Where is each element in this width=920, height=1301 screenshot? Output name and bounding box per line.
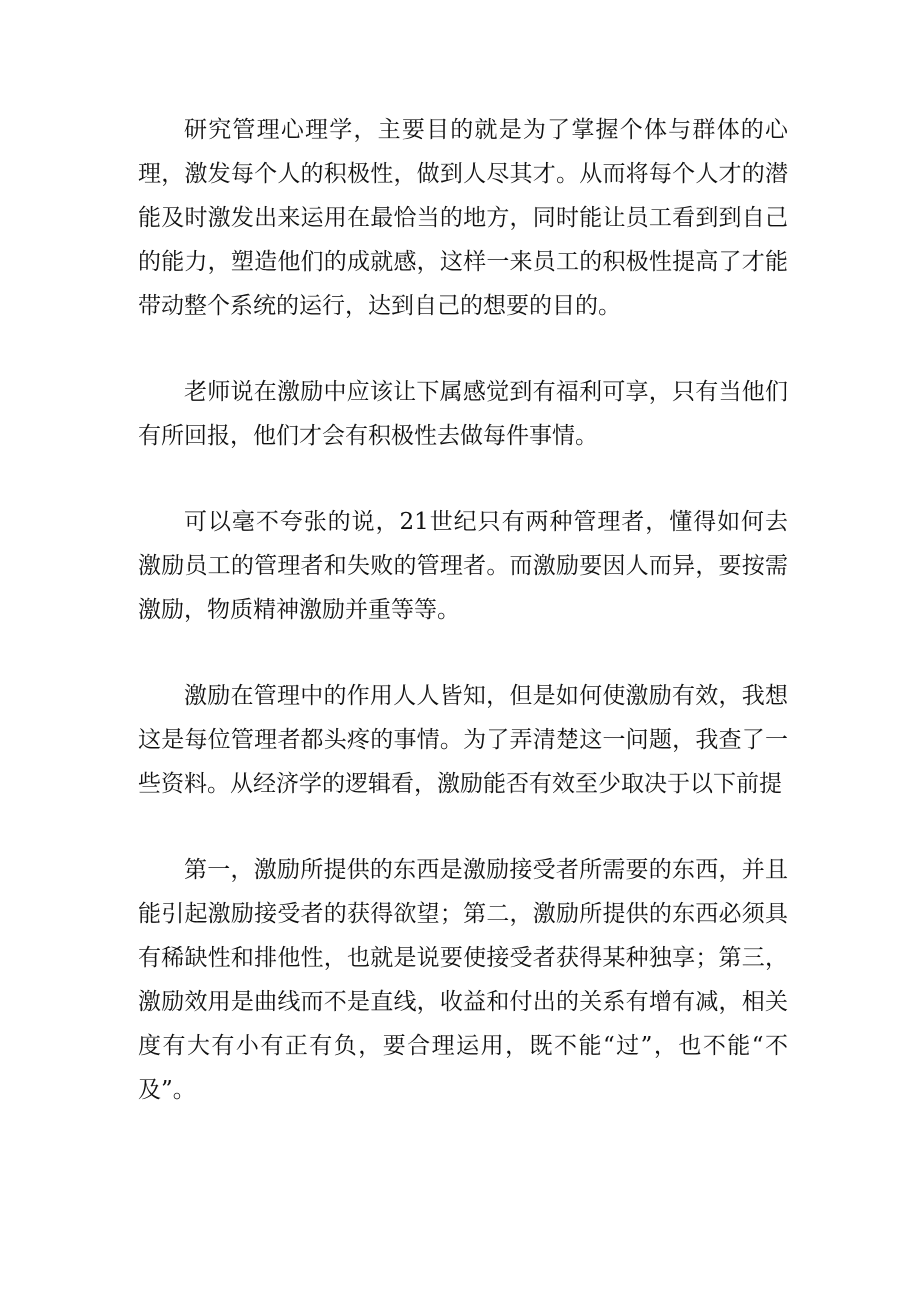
paragraph-4: 激励在管理中的作用人人皆知，但是如何使激励有效，我想这是每位管理者都头疼的事情。为了弄清楚这一问题，我查了一些资料。从经济学的逻辑看，激励能否有效至少取决于以下前提 <box>138 683 788 797</box>
paragraph-5: 第一，激励所提供的东西是激励接受者所需要的东西，并且能引起激励接受者的获得欲望；第二，激励所提供的东西必须具有稀缺性和排他性，也就是说要使接受者获得某种独享；第三，激励效用是曲线而不是直线，收益和付出的关系有增有减，相关度有大有小有正有负，要合理运用，既不能“过”，也不能“不及”。 <box>138 857 788 1103</box>
paragraph-3: 可以毫不夸张的说，21世纪只有两种管理者，懂得如何去激励员工的管理者和失败的管理者。而激励要因人而异，要按需激励，物质精神激励并重等等。 <box>138 509 788 623</box>
document-body <box>138 108 788 1154</box>
paragraph-2: 老师说在激励中应该让下属感觉到有福利可享，只有当他们有所回报，他们才会有积极性去做每件事情。 <box>138 379 788 449</box>
paragraph-1: 研究管理心理学，主要目的就是为了掌握个体与群体的心理，激发每个人的积极性，做到人尽其才。从而将每个人才的潜能及时激发出来运用在最恰当的地方，同时能让员工看到到自己的能力，塑造他们的成就感，这样一来员工的积极性提高了才能带动整个系统的运行，达到自己的想要的目的。 <box>138 117 788 319</box>
